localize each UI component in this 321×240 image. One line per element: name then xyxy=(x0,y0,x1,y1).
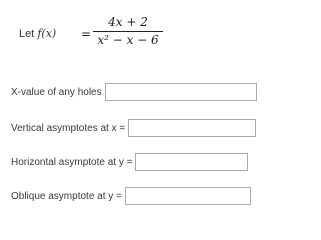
holes-row xyxy=(11,82,257,102)
vertical-asymptotes-input[interactable] xyxy=(128,119,256,137)
function-definition xyxy=(19,15,219,55)
vertical-asymptotes-label: Vertical asymptotes at x = xyxy=(11,122,126,134)
let-text: Let xyxy=(19,28,38,40)
oblique-asymptote-input[interactable] xyxy=(125,187,251,205)
fraction-bar xyxy=(93,31,163,32)
function-name: f(x) xyxy=(37,27,57,40)
equals-sign: = xyxy=(81,27,92,41)
oblique-asymptote-row xyxy=(11,186,251,206)
horizontal-asymptote-label: Horizontal asymptote at y = xyxy=(11,156,133,168)
horizontal-asymptote-input[interactable] xyxy=(135,153,248,171)
holes-label: X-value of any holes xyxy=(11,86,102,98)
horizontal-asymptote-row xyxy=(11,152,248,172)
vertical-asymptotes-row xyxy=(11,118,256,138)
rational-expression xyxy=(93,15,163,48)
holes-input[interactable] xyxy=(105,83,257,101)
function-label xyxy=(19,27,56,40)
denominator: x² − x − 6 xyxy=(97,33,159,47)
oblique-asymptote-label: Oblique asymptote at y = xyxy=(11,190,122,202)
numerator: 4x + 2 xyxy=(108,15,148,29)
